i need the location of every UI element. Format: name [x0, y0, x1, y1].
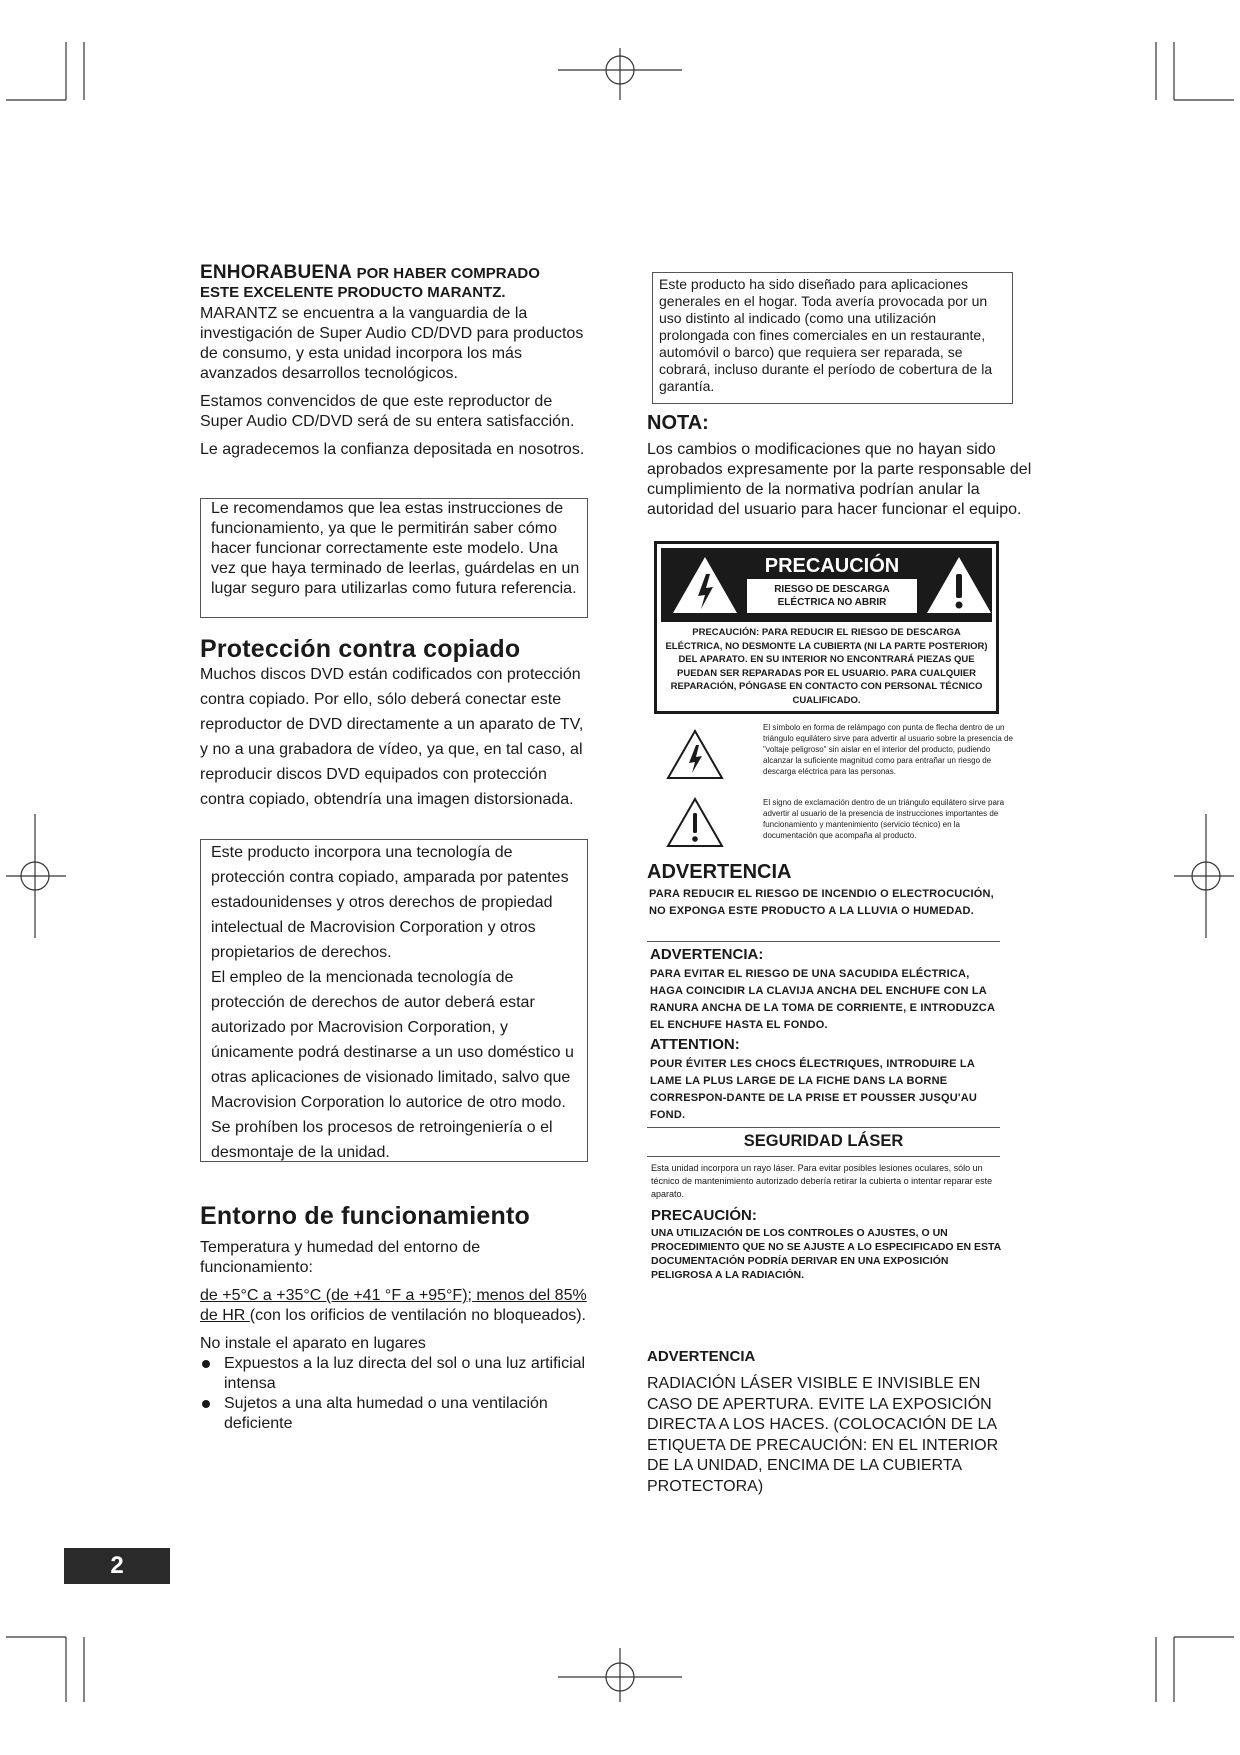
laser-safety-title: SEGURIDAD LÁSER	[743, 1132, 904, 1150]
macrovision-paragraph-3: Se prohíben los procesos de retroingeniería o el desmontaje de la unidad.	[211, 1119, 553, 1161]
caution-label-sub-2: ELÉCTRICA NO ABRIR	[777, 597, 887, 608]
environment-paragraph-3: No instale el aparato en lugares	[200, 1335, 426, 1352]
lightning-triangle-icon	[670, 554, 740, 616]
macrovision-paragraph-2: El empleo de la mencionada tecnología de protección de derechos de autor deberá estar autorizado por Macrovision Corporation, y únicamente podrá destinarse a un uso doméstico u otras aplicaciones de visionado limitado, salvo que Macrovision Corporation lo autorice de otro modo.	[211, 969, 574, 1111]
environment-paragraph-2	[200, 1286, 595, 1326]
laser-caution-body: UNA UTILIZACIÓN DE LOS CONTROLES O AJUSTES, O UN PROCEDIMIENTO QUE NO SE AJUSTE A LO ESPECIFICADO EN ESTA DOCUMENTACIÓN PODRÍA DERIVAR EN UNA EXPOSICIÓN PELIGROSA A LA RADIACIÓN.	[651, 1227, 1001, 1281]
intro-paragraph-2: Estamos convencidos de que este reproductor de Super Audio CD/DVD será de su entera satisfacción.	[200, 393, 575, 430]
attention-body: POUR ÉVITER LES CHOCS ÉLECTRIQUES, INTRODUIRE LA LAME LA PLUS LARGE DE LA FICHE DANS LA BORNE CORRESPON-DANTE DE LA PRISE ET POUSSER JUSQU'AU FOND.	[650, 1058, 977, 1121]
reading-recommendation-box	[200, 498, 588, 618]
copy-protection-body: Muchos discos DVD están codificados con protección contra copiado. Por ello, sólo deberá conectar este reproductor de DVD directamente a un aparato de TV, y no a una grabadora de vídeo, ya que, en tal caso, al reproducir discos DVD equipados con protección contra copiado, obtendría una imagen distorsionada.	[200, 666, 584, 808]
nota-body: Los cambios o modificaciones que no hayan sido aprobados expresamente por la parte responsable del cumplimiento de la normativa podrían anular la autoridad del usuario para hacer funcionar el equipo.	[647, 441, 1032, 518]
list-item: Sujetos a una alta humedad o una ventilación deficiente	[200, 1394, 595, 1434]
copy-protection-title: Protección contra copiado	[200, 635, 521, 663]
laser-caution-title: PRECAUCIÓN:	[651, 1207, 757, 1224]
usage-text: Este producto ha sido diseñado para aplicaciones generales en el hogar. Toda avería provocada por un uso distinto al indicado (como una utilización prolongada con fines comerciales en un restaurante, automóvil o barco) que requiera ser reparada, se cobrará, incluso durante el período de cobertura de la garantía.	[659, 276, 993, 394]
lightning-symbol-text: El símbolo en forma de relámpago con punta de flecha dentro de un triángulo equilátero sirve para advertir al usuario sobre la presencia de "voltaje peligroso" sin aislar en el interior del producto, pudiendo alcanzar la suficiente magnitud como para entrañar un riesgo de descarga eléctrica para las personas.	[763, 723, 1013, 776]
caution-label-title: PRECAUCIÓN	[746, 556, 918, 576]
environment-range: de +5°C a +35°C (de +41 °F a +95°F); menos del 85% de HR	[200, 1287, 587, 1324]
intro-heading	[200, 262, 600, 302]
lightning-symbol-icon	[665, 728, 725, 782]
advertencia-3-body: RADIACIÓN LÁSER VISIBLE E INVISIBLE EN CASO DE APERTURA. EVITE LA EXPOSICIÓN DIRECTA A LOS HACES. (COLOCACIÓN DE LA ETIQUETA DE PRECAUCIÓN: EN EL INTERIOR DE LA UNIDAD, ENCIMA DE LA CUBIERTA PROTECTORA)	[647, 1375, 999, 1495]
usage-box	[652, 272, 1013, 404]
intro-paragraph-3: Le agradecemos la confianza depositada en nosotros.	[200, 441, 585, 458]
advertencia-3-title: ADVERTENCIA	[647, 1348, 756, 1365]
page-number: 2	[64, 1548, 170, 1584]
intro-heading-big: ENHORABUENA	[200, 262, 353, 283]
divider	[647, 1127, 1000, 1128]
caution-label-sub-1: RIESGO DE DESCARGA	[774, 584, 890, 595]
list-item: Expuestos a la luz directa del sol o una luz artificial intensa	[200, 1354, 595, 1394]
exclamation-symbol-text: El signo de exclamación dentro de un triángulo equilátero sirve para advertir al usuario de la presencia de instrucciones importantes de funcionamiento y mantenimiento (servicio técnico) en la documentación que acompaña al producto.	[763, 798, 1005, 840]
macrovision-paragraph-1: Este producto incorpora una tecnología de protección contra copiado, amparada por patentes estadounidenses y otros derechos de propiedad intelectual de Macrovision Corporation y otros propietarios de derechos.	[211, 844, 569, 961]
environment-title: Entorno de funcionamiento	[200, 1202, 530, 1230]
intro-paragraph-1: MARANTZ se encuentra a la vanguardia de la investigación de Super Audio CD/DVD para productos de consumo, y esta unidad incorpora los más avanzados desarrollos tecnológicos.	[200, 305, 584, 382]
exclamation-symbol-icon	[665, 796, 725, 850]
advertencia-2-body: PARA EVITAR EL RIESGO DE UNA SACUDIDA ELÉCTRICA, HAGA COINCIDIR LA CLAVIJA ANCHA DEL ENCHUFE CON LA RANURA ANCHA DE LA TOMA DE CORRIENTE, E INTRODUZCA EL ENCHUFE HASTA EL FONDO.	[650, 968, 995, 1031]
intro-heading-rest-2: ESTE EXCELENTE PRODUCTO MARANTZ.	[200, 283, 506, 301]
environment-range-note: (con los orificios de ventilación no bloqueados).	[249, 1307, 586, 1324]
caution-label-text: PRECAUCIÓN: PARA REDUCIR EL RIESGO DE DESCARGA ELÉCTRICA, NO DESMONTE LA CUBIERTA (NI LA PARTE POSTERIOR) DEL APARATO. EN SU INTERIOR NO ENCONTRARÁ PIEZAS QUE PUEDAN SER REPARADAS POR EL USUARIO. PARA CUALQUIER REPARACIÓN, PÓNGASE EN CONTACTO CON PERSONAL TÉCNICO CUALIFICADO.	[665, 627, 988, 706]
nota-title: NOTA:	[647, 412, 709, 434]
advertencia-2-title: ADVERTENCIA:	[650, 946, 764, 963]
exclamation-triangle-icon	[924, 554, 994, 616]
intro-heading-rest-1: POR HABER COMPRADO	[356, 265, 540, 282]
attention-title: ATTENTION:	[650, 1036, 740, 1053]
advertencia-1-body: PARA REDUCIR EL RIESGO DE INCENDIO O ELECTROCUCIÓN, NO EXPONGA ESTE PRODUCTO A LA LLUVIA O HUMEDAD.	[649, 888, 994, 917]
divider	[647, 941, 1000, 942]
caution-label	[654, 541, 999, 714]
environment-paragraph-1: Temperatura y humedad del entorno de funcionamiento:	[200, 1239, 481, 1276]
advertencia-1-title: ADVERTENCIA	[647, 861, 792, 883]
laser-safety-body: Esta unidad incorpora un rayo láser. Para evitar posibles lesiones oculares, sólo un técnico de mantenimiento autorizado debería retirar la cubierta o intentar reparar este aparato.	[651, 1163, 993, 1199]
reading-recommendation-text: Le recomendamos que lea estas instrucciones de funcionamiento, ya que le permitirán saber cómo hacer funcionar correctamente este modelo. Una vez que haya terminado de leerlas, guárdelas en un lugar seguro para utilizarlas como futura referencia.	[211, 500, 580, 597]
divider	[647, 1156, 1000, 1157]
macrovision-box	[200, 839, 588, 1162]
